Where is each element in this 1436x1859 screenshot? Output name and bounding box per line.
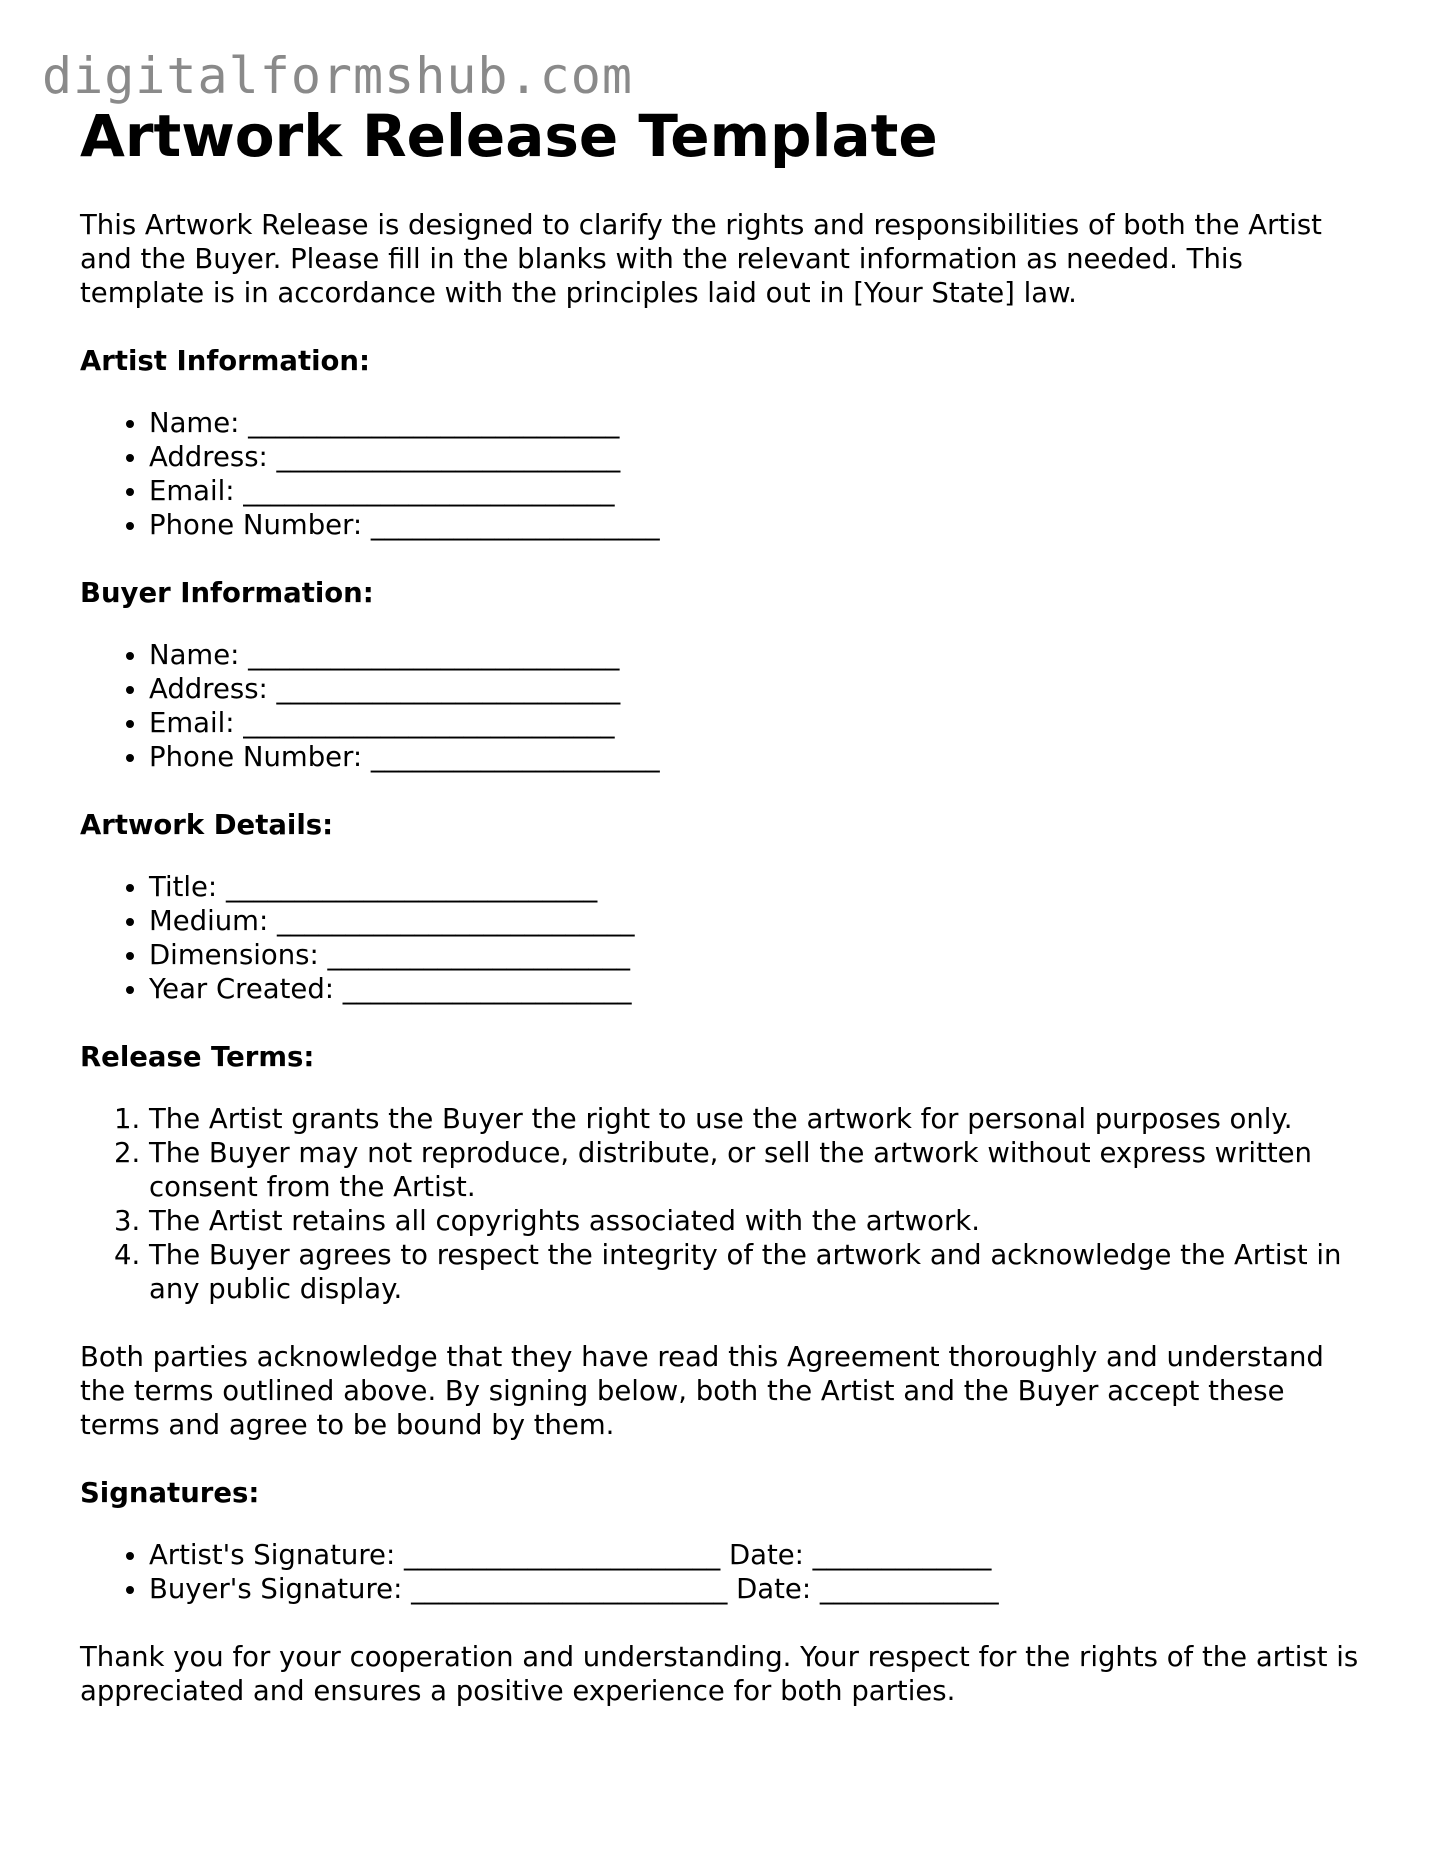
artwork-dimensions-field: • Dimensions: ______________________	[149, 938, 1370, 972]
artist-signature-line: • Artist's Signature: _______________________ Date: _____________	[149, 1538, 1370, 1572]
buyer-name-field: • Name: ___________________________	[149, 638, 1370, 672]
artist-phone-field: • Phone Number: _____________________	[149, 508, 1370, 542]
document-page	[80, 100, 1370, 1708]
artwork-fields-list	[80, 870, 1370, 1006]
signatures-section-heading: Signatures:	[80, 1477, 260, 1509]
buyer-section-heading: Buyer Information:	[80, 577, 374, 609]
acknowledgement-paragraph: Both parties acknowledge that they have read this Agreement thoroughly and understand the terms outlined above. By signing below, both the Artist and the Buyer accept these terms and agree to be bound by them.	[80, 1341, 1324, 1441]
buyer-phone-field: • Phone Number: _____________________	[149, 740, 1370, 774]
artist-section-heading: Artist Information:	[80, 345, 370, 377]
artist-name-field: • Name: ___________________________	[149, 406, 1370, 440]
page-title: Artwork Release Template	[80, 102, 938, 170]
terms-list	[80, 1102, 1370, 1306]
intro-paragraph: This Artwork Release is designed to clarify the rights and responsibilities of both the Artist and the Buyer. Please fill in the blanks with the relevant information as needed. This template is in accordance with the principles laid out in [Your State] law.	[80, 209, 1322, 309]
term-item: 3. The Artist retains all copyrights associated with the artwork.	[149, 1204, 1370, 1238]
terms-section-heading: Release Terms:	[80, 1041, 315, 1073]
artist-address-field: • Address: _________________________	[149, 440, 1370, 474]
artwork-medium-field: • Medium: __________________________	[149, 904, 1370, 938]
artwork-title-field: • Title: ___________________________	[149, 870, 1370, 904]
buyer-email-field: • Email: ___________________________	[149, 706, 1370, 740]
signatures-list	[80, 1538, 1370, 1606]
artwork-year-field: • Year Created: _____________________	[149, 972, 1370, 1006]
artwork-section-heading: Artwork Details:	[80, 809, 334, 841]
buyer-address-field: • Address: _________________________	[149, 672, 1370, 706]
artist-email-field: • Email: ___________________________	[149, 474, 1370, 508]
closing-paragraph: Thank you for your cooperation and understanding. Your respect for the rights of the artist is appreciated and ensures a positive experience for both parties.	[80, 1641, 1359, 1707]
watermark: digitalformshub.com	[42, 47, 633, 105]
term-item: 4. The Buyer agrees to respect the integrity of the artwork and acknowledge the Artist in any public display.	[149, 1238, 1370, 1306]
term-item: 2. The Buyer may not reproduce, distribute, or sell the artwork without express written consent from the Artist.	[149, 1136, 1370, 1204]
buyer-signature-line: • Buyer's Signature: _______________________ Date: _____________	[149, 1572, 1370, 1606]
artist-fields-list	[80, 406, 1370, 542]
term-item: 1. The Artist grants the Buyer the right to use the artwork for personal purposes only.	[149, 1102, 1370, 1136]
buyer-fields-list	[80, 638, 1370, 774]
